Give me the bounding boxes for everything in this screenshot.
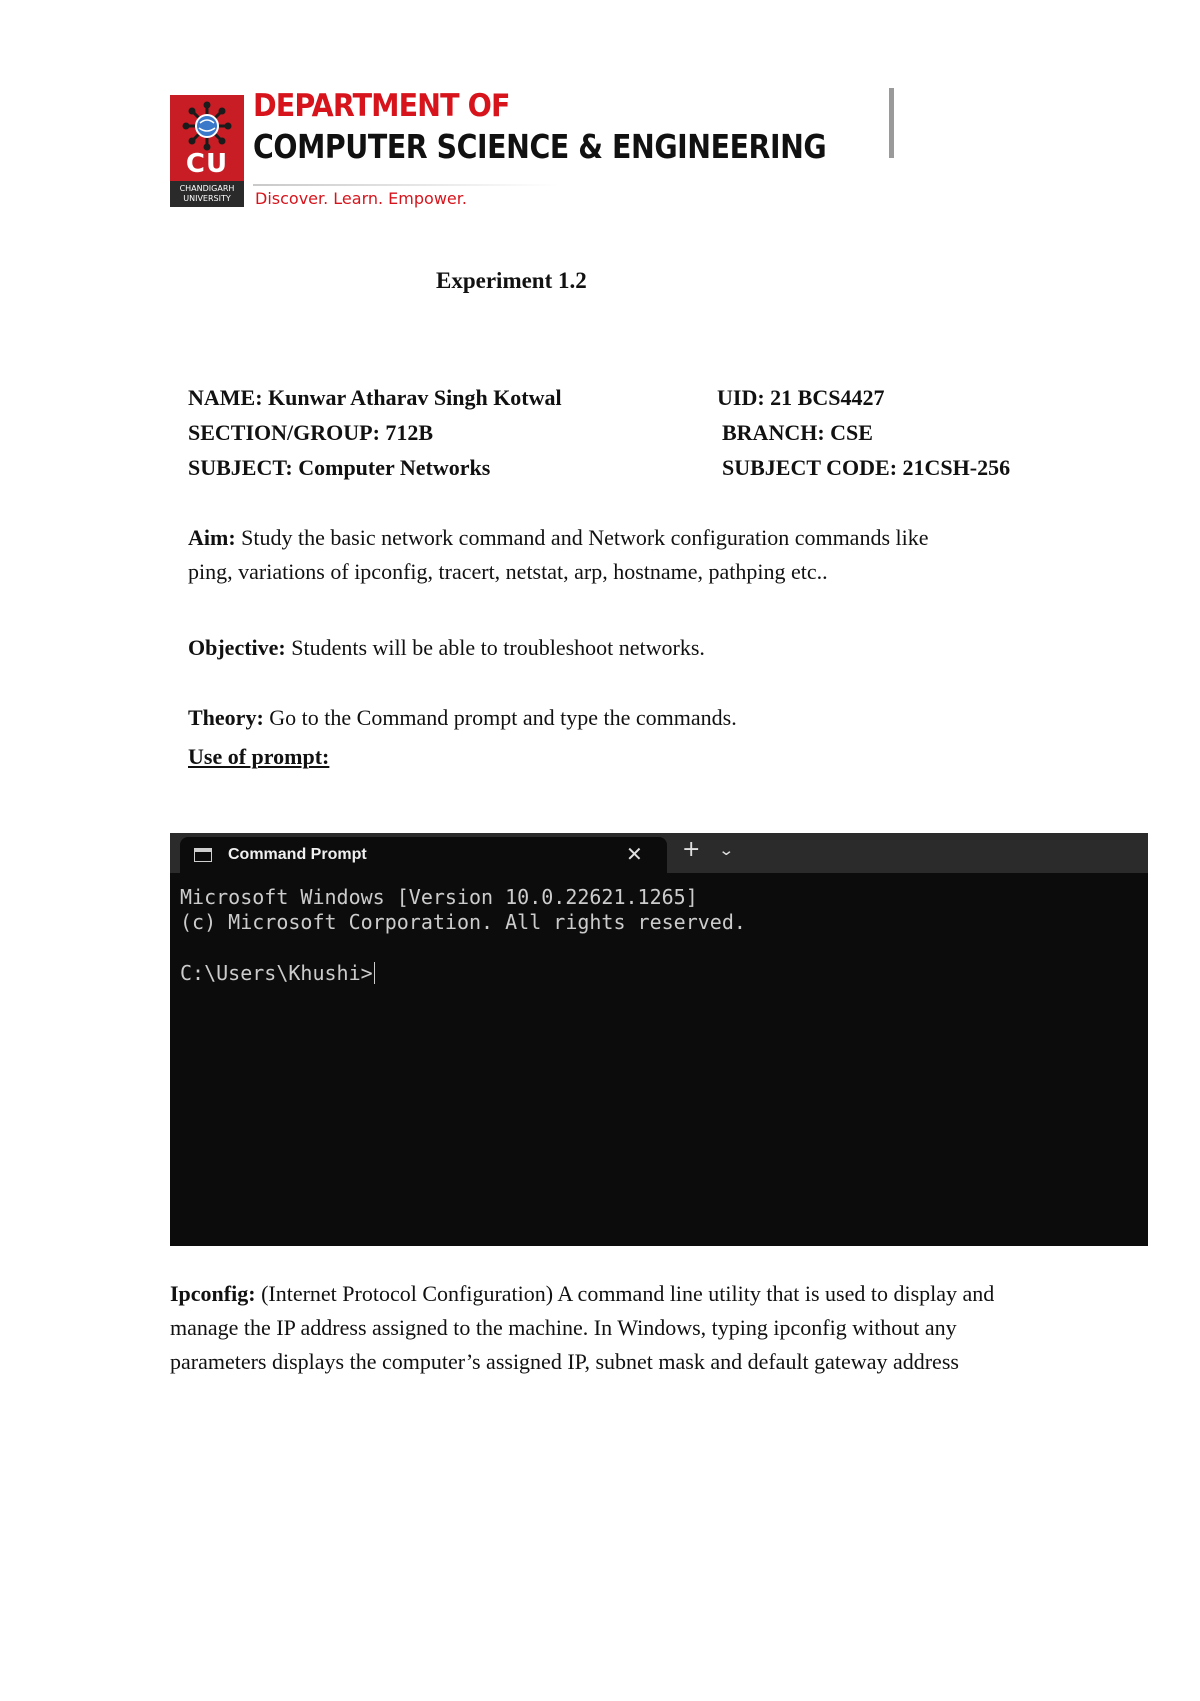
terminal-prompt: C:\Users\Khushi>	[180, 961, 373, 985]
theory-label: Theory:	[188, 705, 264, 730]
student-name: NAME: Kunwar Atharav Singh Kotwal	[188, 385, 562, 410]
chevron-down-icon[interactable]: ⌄	[718, 841, 735, 859]
objective	[188, 631, 705, 665]
logo-cu-text: CU	[185, 149, 229, 179]
subject: SUBJECT: Computer Networks	[188, 455, 491, 480]
logo-university-line2: UNIVERSITY	[183, 194, 231, 203]
command-prompt-window	[170, 833, 1148, 1246]
theory	[188, 701, 737, 735]
branch: BRANCH: CSE	[722, 420, 873, 445]
terminal-icon	[194, 848, 212, 862]
ipconfig-line2: manage the IP address assigned to the machine. In Windows, typing ipconfig without any	[170, 1315, 957, 1340]
use-of-prompt-heading: Use of prompt:	[188, 744, 330, 769]
terminal-tab-bar	[170, 833, 1148, 873]
theory-text: Go to the Command prompt and type the commands.	[269, 705, 737, 730]
close-icon[interactable]: ✕	[626, 842, 643, 866]
logo-university-line1: CHANDIGARH	[179, 184, 235, 193]
department-name: COMPUTER SCIENCE & ENGINEERING	[253, 127, 827, 166]
terminal-tab[interactable]	[180, 837, 667, 873]
student-uid: UID: 21 BCS4427	[717, 385, 885, 410]
experiment-title: Experiment 1.2	[436, 268, 587, 293]
aim-text: Study the basic network command and Network configuration commands like	[241, 525, 929, 550]
aim-line1	[188, 521, 929, 555]
header-vertical-bar	[889, 88, 894, 158]
logo-university-text	[170, 181, 244, 207]
ipconfig-text: (Internet Protocol Configuration) A command line utility that is used to display and	[261, 1281, 995, 1306]
department-heading: DEPARTMENT OF	[253, 88, 510, 124]
ipconfig-line1	[170, 1277, 994, 1311]
header-divider	[253, 184, 559, 186]
terminal-prompt-line[interactable]	[180, 961, 375, 985]
terminal-line-version: Microsoft Windows [Version 10.0.22621.1265]	[180, 885, 698, 909]
terminal-tab-title: Command Prompt	[228, 846, 367, 863]
university-logo	[170, 95, 244, 207]
terminal-line-copyright: (c) Microsoft Corporation. All rights reserved.	[180, 910, 746, 934]
section-group: SECTION/GROUP: 712B	[188, 420, 434, 445]
ipconfig-label: Ipconfig:	[170, 1281, 256, 1306]
ipconfig-line3: parameters displays the computer’s assigned IP, subnet mask and default gateway address	[170, 1349, 959, 1374]
aim-label: Aim:	[188, 525, 236, 550]
objective-label: Objective:	[188, 635, 286, 660]
tagline: Discover. Learn. Empower.	[255, 189, 467, 208]
plus-icon[interactable]: +	[682, 837, 701, 862]
aim-line2: ping, variations of ipconfig, tracert, netstat, arp, hostname, pathping etc..	[188, 559, 828, 584]
text-cursor	[374, 962, 375, 984]
university-emblem-icon	[182, 101, 232, 151]
subject-code: SUBJECT CODE: 21CSH-256	[722, 455, 1011, 480]
objective-text: Students will be able to troubleshoot networks.	[291, 635, 705, 660]
